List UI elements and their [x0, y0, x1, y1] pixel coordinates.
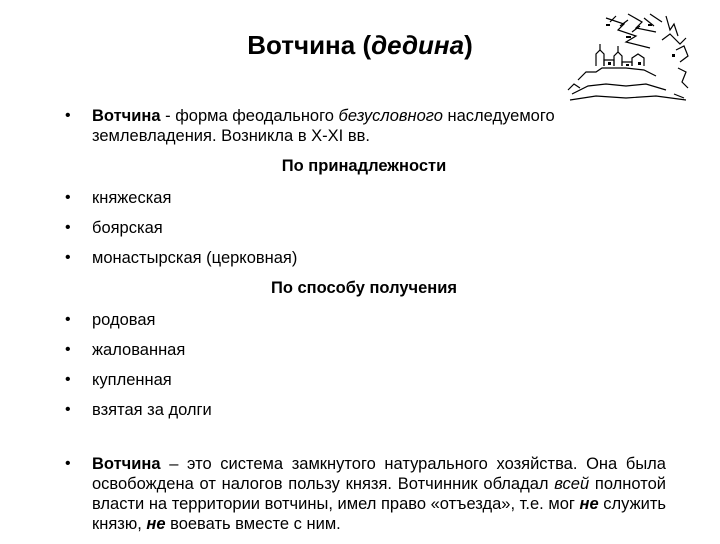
landscape-drawing-icon [566, 10, 692, 102]
list-item-label: боярская [92, 219, 163, 237]
description-italic: всей [554, 475, 590, 493]
list-item [62, 248, 666, 268]
bullet-icon: • [65, 311, 71, 328]
bullet-icon: • [65, 249, 71, 266]
title-italic: дедина [371, 30, 465, 60]
description-text-3: служить князю, [92, 495, 666, 533]
description-text-4: воевать вместе с ним. [165, 515, 341, 533]
list-item-label: княжеская [92, 189, 172, 207]
bullet-icon: • [65, 371, 71, 388]
description-bold-2: не [146, 515, 166, 533]
list-item [62, 310, 666, 330]
definition-term: Вотчина [92, 107, 161, 125]
definition-text-1: - форма феодального [160, 107, 339, 125]
bullet-icon: • [65, 401, 71, 418]
bullet-icon: • [65, 107, 71, 124]
definition-text-2: наследуемого землевладения. Возникла в X-XI вв. [92, 107, 555, 145]
description-item [62, 454, 666, 534]
list-item [62, 188, 666, 208]
bullet-icon: • [65, 219, 71, 236]
list-item-label: жалованная [92, 341, 186, 359]
section2-heading: По способу получения [270, 279, 458, 297]
slide-content [62, 106, 666, 544]
bullet-icon: • [65, 189, 71, 206]
list-item-label: взятая за долги [92, 401, 212, 419]
definition-italic: безусловного [338, 107, 443, 125]
list-item [62, 340, 666, 360]
list-item [62, 370, 666, 390]
definition-item [62, 106, 666, 146]
list-item-label: родовая [92, 311, 156, 329]
title-main: Вотчина ( [247, 30, 372, 60]
section1-heading: По принадлежности [281, 157, 447, 175]
bullet-icon: • [65, 341, 71, 358]
list-item [62, 218, 666, 238]
bullet-icon: • [65, 455, 71, 472]
list-item-label: монастырская (церковная) [92, 249, 298, 267]
description-text-1: – это система замкнутого натурального хозяйства. Она была освобождена от налогов пользу князя. Вотчинник обладал [92, 455, 666, 493]
title-close: ) [464, 30, 473, 60]
list-item [62, 400, 666, 420]
description-term: Вотчина [92, 455, 161, 473]
description-text-2: полнотой власти на территории вотчины, имел право «отъезда», т.е. мог [92, 475, 666, 513]
description-bold-1: не [579, 495, 599, 513]
list-item-label: купленная [92, 371, 172, 389]
